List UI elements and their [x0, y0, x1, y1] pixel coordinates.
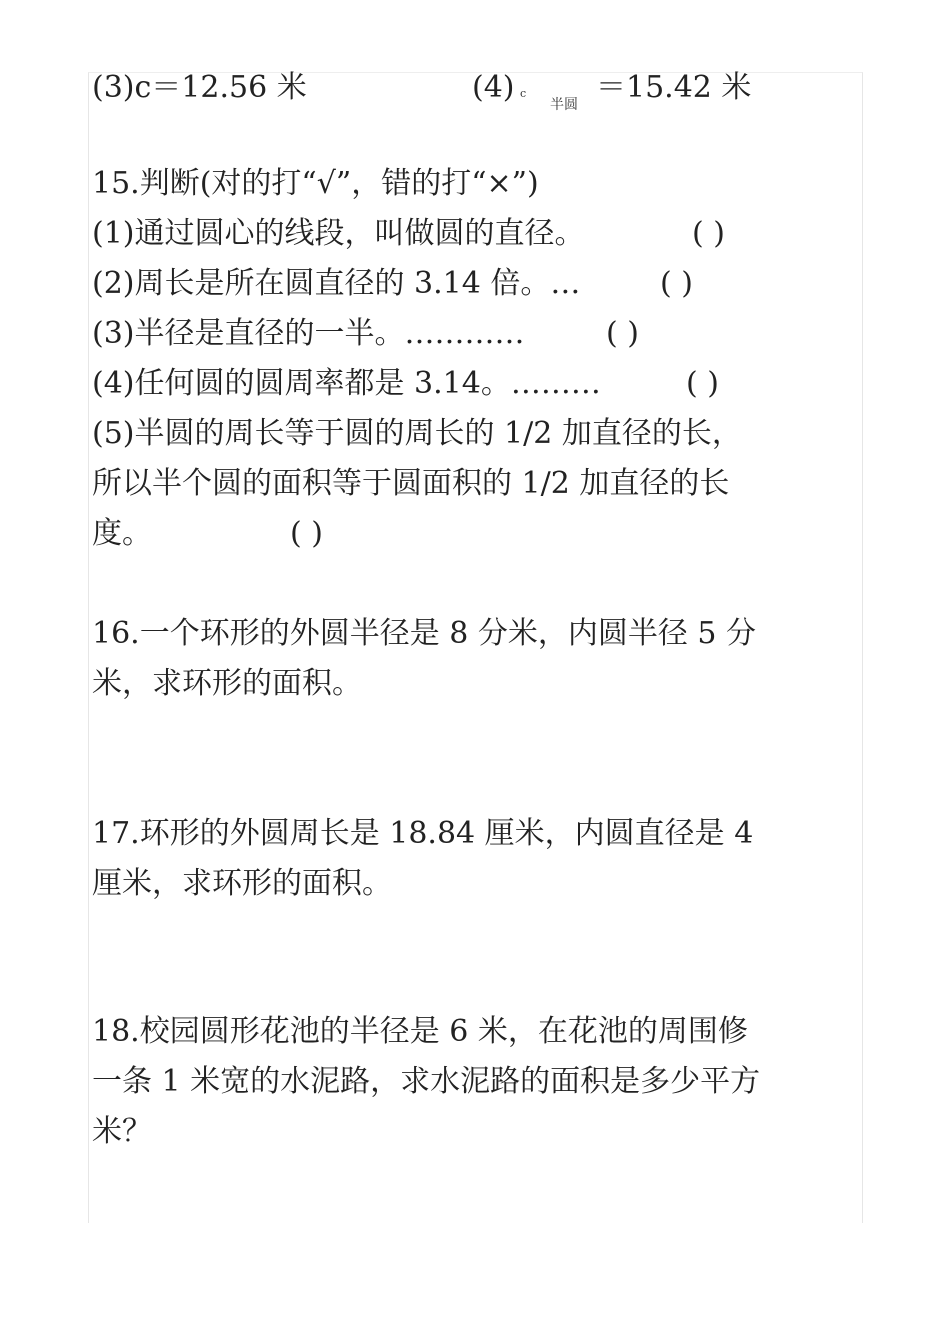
- answer-item-4-value: ＝15.42 米: [596, 70, 752, 105]
- judge-item-3-answer-box[interactable]: ( ): [606, 316, 639, 351]
- judge-item-5-answer-box[interactable]: ( ): [290, 516, 323, 551]
- question-18-line-3: 米？: [92, 1114, 152, 1149]
- question-16-line-2: 米，求环形的面积。: [92, 666, 362, 701]
- judge-item-4: (4)任何圆的圆周率都是 3.14。………: [92, 366, 601, 401]
- judge-item-4-answer-box[interactable]: ( ): [686, 366, 719, 401]
- question-18-line-1: 18.校园圆形花池的半径是 6 米，在花池的周围修: [92, 1014, 748, 1049]
- judge-item-5-line-3: 度。: [92, 516, 152, 551]
- answer-item-4-symbol: c: [520, 87, 527, 100]
- answer-item-3: (3)c＝12.56 米: [92, 70, 307, 105]
- judge-item-1-answer-box[interactable]: ( ): [692, 216, 725, 251]
- question-16-line-1: 16.一个环形的外圆半径是 8 分米，内圆半径 5 分: [92, 616, 757, 651]
- judge-item-1: (1)通过圆心的线段，叫做圆的直径。: [92, 216, 585, 251]
- judge-item-5-line-1: (5)半圆的周长等于圆的周长的 1/2 加直径的长，: [92, 416, 742, 451]
- question-17-line-2: 厘米，求环形的面积。: [92, 866, 392, 901]
- question-15-title: 15.判断(对的打“√”，错的打“×”): [92, 166, 539, 201]
- question-17-line-1: 17.环形的外圆周长是 18.84 厘米，内圆直径是 4: [92, 816, 754, 851]
- judge-item-3: (3)半径是直径的一半。…………: [92, 316, 525, 351]
- judge-item-5-line-2: 所以半个圆的面积等于圆面积的 1/2 加直径的长: [92, 466, 730, 501]
- answer-item-4-subscript: 半圆: [550, 97, 578, 113]
- judge-item-2-answer-box[interactable]: ( ): [660, 266, 693, 301]
- answer-item-4-prefix: (4): [472, 70, 515, 105]
- judge-item-2: (2)周长是所在圆直径的 3.14 倍。…: [92, 266, 581, 301]
- question-18-line-2: 一条 1 米宽的水泥路，求水泥路的面积是多少平方: [92, 1064, 761, 1099]
